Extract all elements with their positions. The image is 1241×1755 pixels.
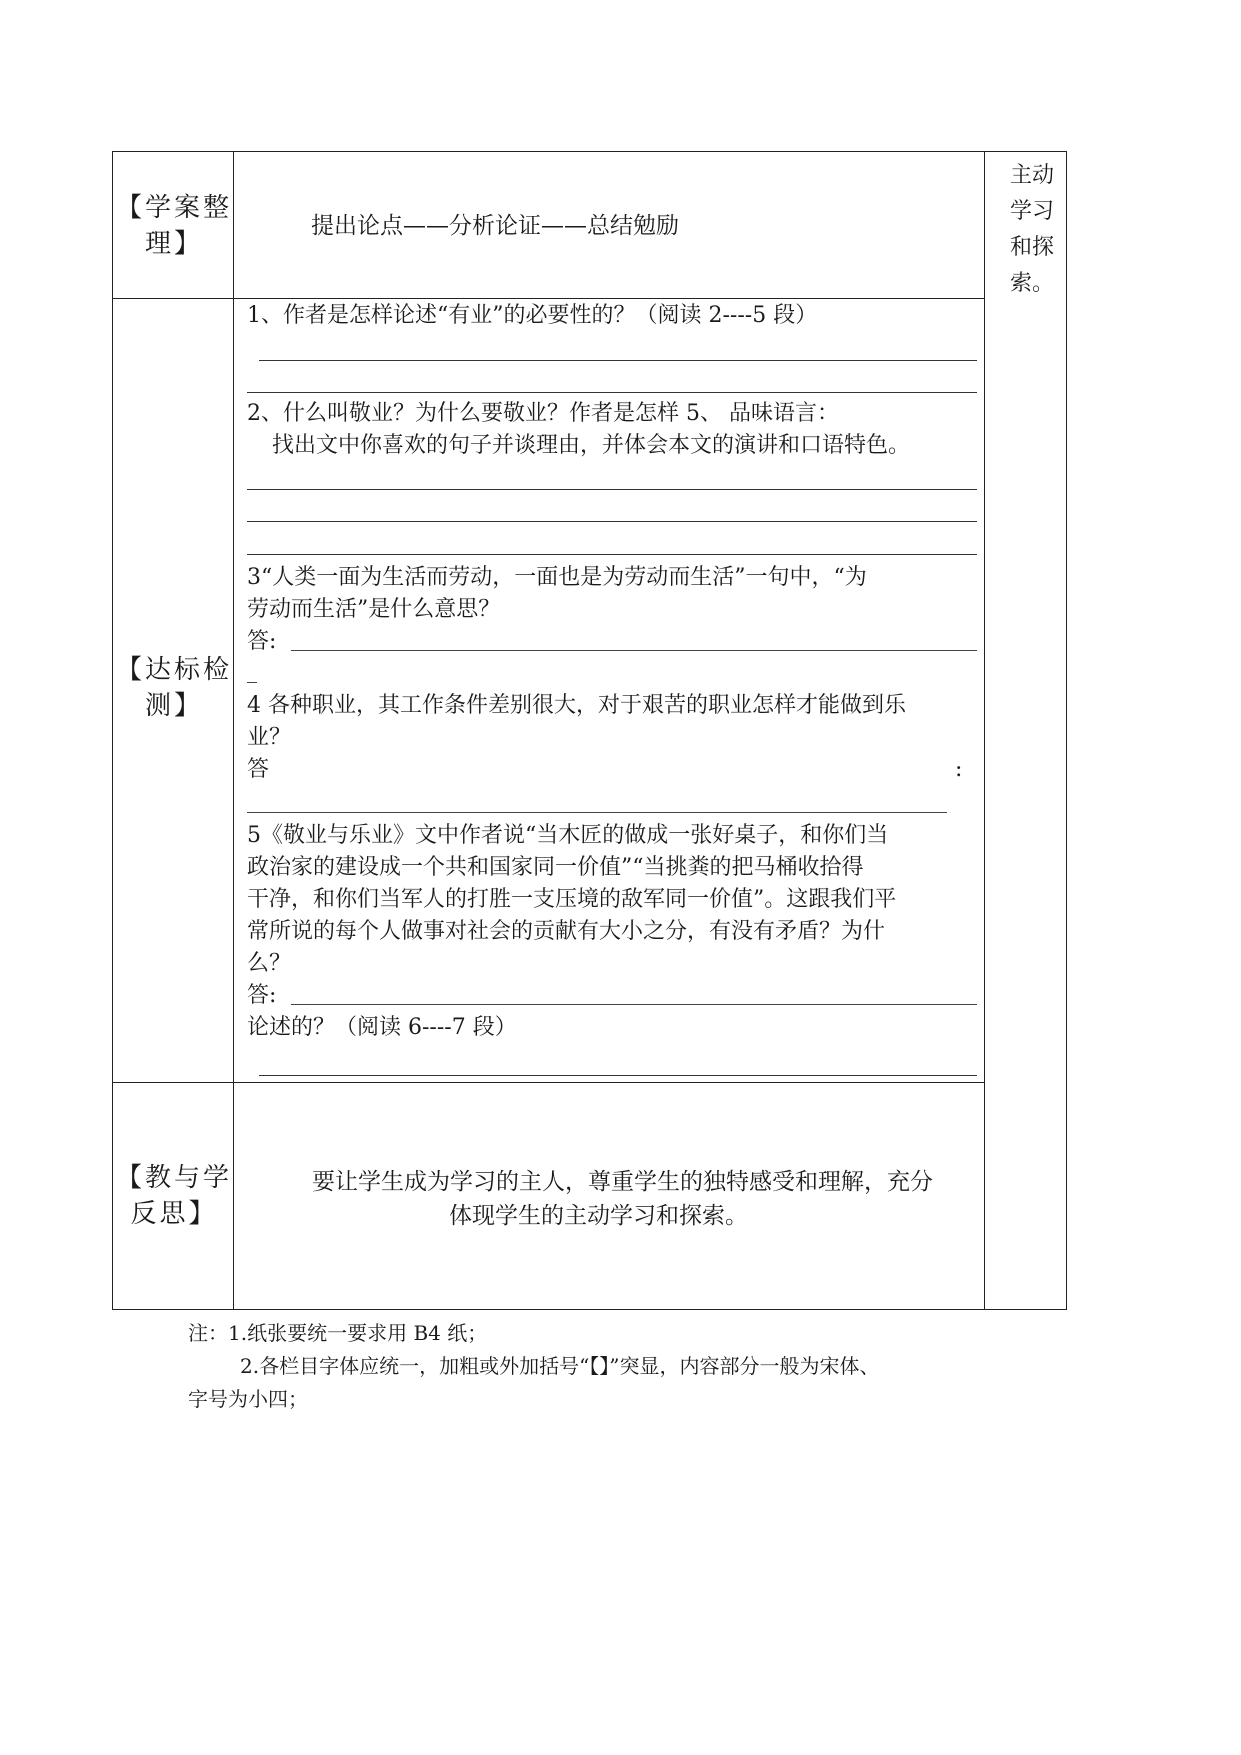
- summary-content: 提出论点——分析论证——总结勉励: [311, 213, 679, 239]
- question-3-answer: 答:: [247, 629, 277, 654]
- question-4-answer: 答: [247, 757, 270, 782]
- reflection-label-line: 反思】: [130, 1199, 218, 1229]
- reflection-content-line: 体现学生的主动学习和探索。: [449, 1203, 748, 1229]
- side-note-line: 索。: [1010, 271, 1055, 296]
- side-note-line: 和探: [1010, 235, 1055, 260]
- question-3-line: 劳动而生活”是什么意思？: [247, 597, 501, 622]
- answer-blank: [291, 650, 977, 651]
- question-4-line: 业？: [247, 725, 292, 750]
- question-2-sub: 找出文中你喜欢的句子并谈理由，并体会本文的演讲和口语特色。: [272, 433, 911, 458]
- note-line: 2.各栏目字体应统一，加粗或外加括号“【】”突显，内容部分一般为宋体、: [240, 1354, 880, 1378]
- reflection-content-line: 要让学生成为学习的主人，尊重学生的独特感受和理解，充分: [312, 1169, 933, 1195]
- answer-line: [259, 1075, 977, 1076]
- question-3-line: 3“人类一面为生活而劳动，一面也是为劳动而生活”一句中，“为: [247, 565, 867, 590]
- row-divider: [112, 298, 985, 299]
- test-label-line: 【达标检: [116, 655, 233, 685]
- question-5-line: 政治家的建设成一个共和国家同一价值”“当挑粪的把马桶收拾得: [247, 855, 864, 880]
- summary-label-line: 【学案整: [116, 193, 233, 223]
- reflection-label: [116, 1160, 232, 1232]
- question-5-line: 干净，和你们当军人的打胜一支压境的敌军同一价值”。这跟我们平: [247, 887, 897, 912]
- question-4-colon: :: [955, 757, 963, 782]
- side-note: [1010, 158, 1054, 302]
- row-divider: [112, 1082, 985, 1083]
- summary-label: [116, 190, 232, 262]
- answer-line: [247, 489, 977, 490]
- note-line: 字号为小四；: [188, 1387, 308, 1411]
- answer-line: [259, 360, 977, 361]
- side-note-line: 学习: [1010, 199, 1055, 224]
- label-column-divider: [233, 151, 234, 1310]
- answer-line: [247, 554, 977, 555]
- answer-line: [247, 521, 977, 522]
- answer-blank: [247, 812, 947, 813]
- test-label: [116, 652, 232, 724]
- question-1: 1、作者是怎样论述“有业”的必要性的？（阅读 2----5 段）: [247, 303, 818, 328]
- note-line: 注：1.纸张要统一要求用 B4 纸；: [188, 1321, 488, 1345]
- question-2: 2、什么叫敬业？为什么要敬业？作者是怎样 5、 品味语言：: [247, 401, 839, 426]
- question-5-answer: 答:: [247, 983, 277, 1008]
- answer-line: [247, 392, 977, 393]
- side-note-line: 主动: [1010, 163, 1055, 188]
- summary-label-line: 理】: [144, 229, 203, 259]
- question-5-line: 常所说的每个人做事对社会的贡献有大小之分，有没有矛盾？为什: [247, 919, 886, 944]
- test-label-line: 测】: [144, 691, 203, 721]
- question-4-line: 4 各种职业，其工作条件差别很大，对于艰苦的职业怎样才能做到乐: [247, 693, 906, 718]
- question-5-line: 么？: [247, 951, 292, 976]
- answer-blank: [247, 682, 257, 683]
- answer-blank: [291, 1004, 977, 1005]
- question-2-continuation: 论述的？（阅读 6----7 段）: [247, 1015, 517, 1040]
- question-5-line: 5《敬业与乐业》文中作者说“当木匠的做成一张好桌子，和你们当: [247, 823, 889, 848]
- side-column: [984, 151, 1067, 1310]
- reflection-label-line: 【教与学: [116, 1163, 233, 1193]
